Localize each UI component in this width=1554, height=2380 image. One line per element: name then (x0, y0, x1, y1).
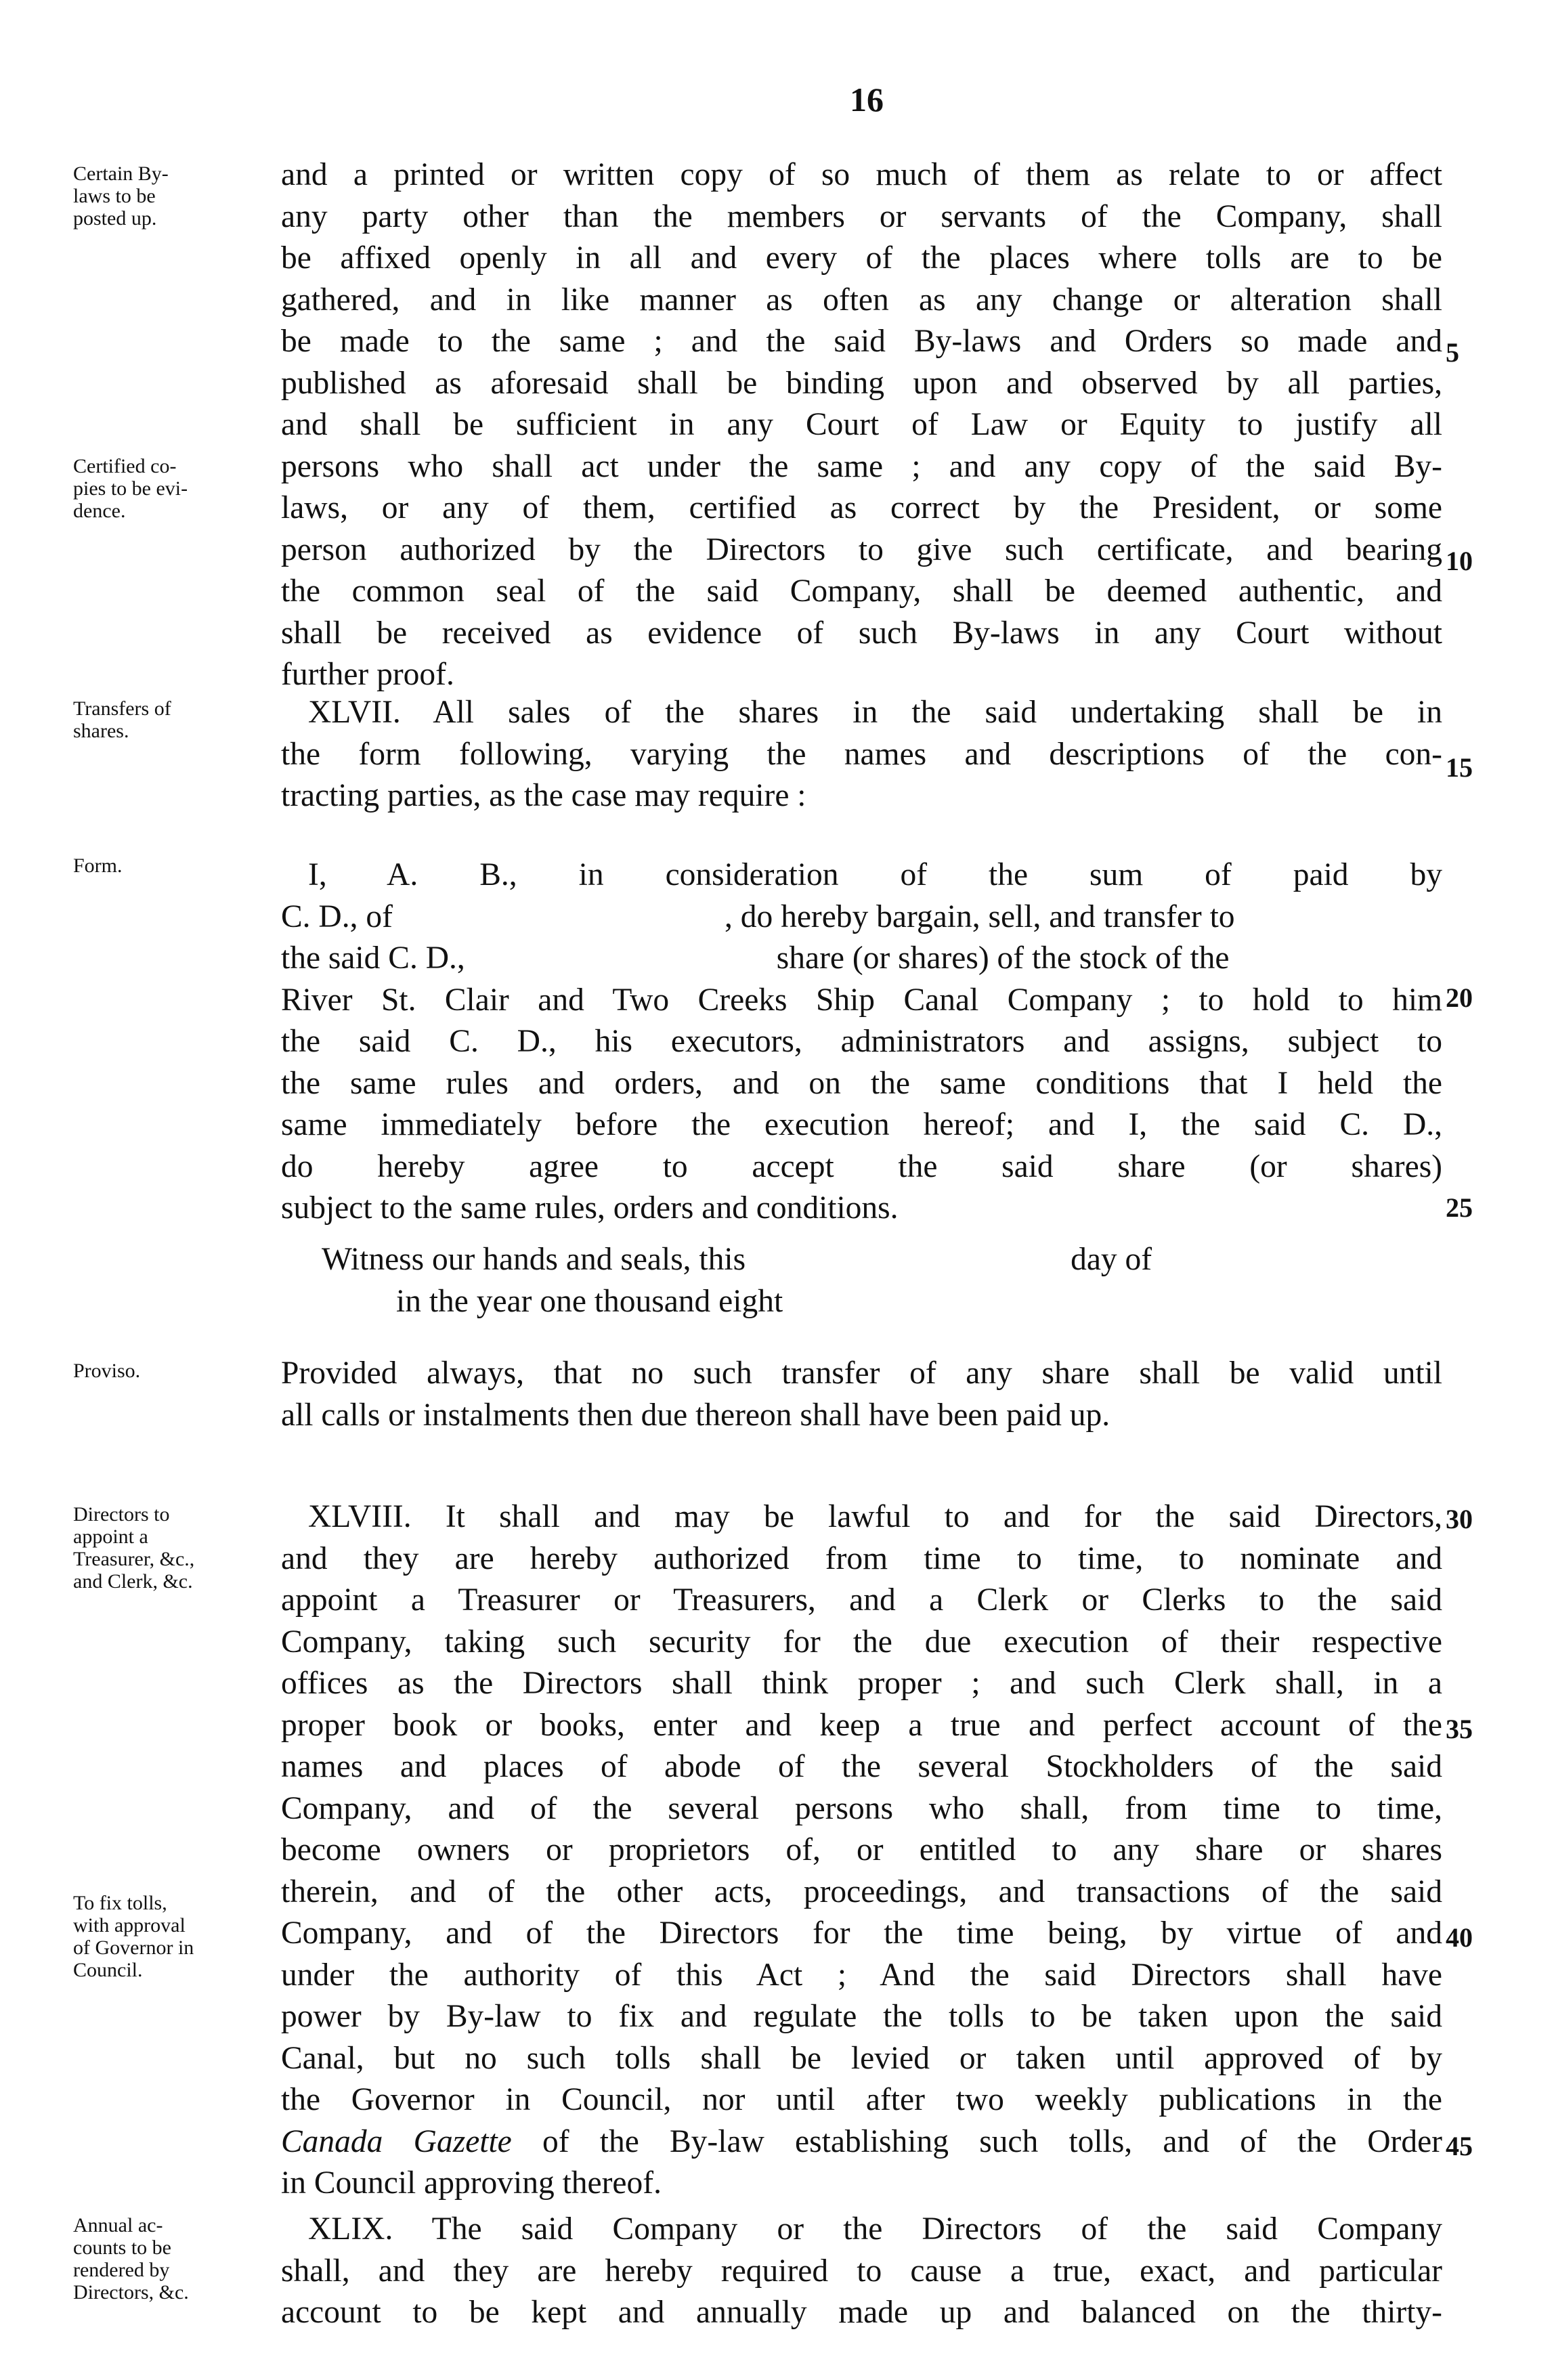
form-text: do hereby agree to accept the said (281, 1148, 1054, 1184)
text-line: any party other than the members or servants of the Company, shall (281, 198, 1442, 234)
text-line: River St. Clair and Two Creeks Ship Canal Company ; to hold to him (281, 982, 1442, 1018)
margin-note-form (73, 854, 276, 877)
paragraph-proviso (281, 1353, 1442, 1436)
margin-note-line: and Clerk, &c. (73, 1570, 193, 1593)
text-line: in Council approving thereof. (281, 2165, 662, 2201)
text-line: in the year one thousand eight (396, 1283, 783, 1319)
form-text: share (or shares) of the stock of the (776, 940, 1230, 976)
text-line: be made to the same ; and the said By-laws and Orders so made and (281, 324, 1442, 359)
margin-note-transfers (73, 697, 276, 742)
text-line: Company, and of the Directors for the time being, by virtue of and (281, 1916, 1442, 1951)
text-line: shall be received as evidence of such By-laws in any Court without (281, 615, 1442, 651)
text-line: proper book or books, enter and keep a true and perfect account of the (281, 1707, 1442, 1743)
text-line: the Governor in Council, nor until after two weekly publications in the (281, 2082, 1442, 2117)
text-line: XLVIII. It shall and may be lawful to and for the said Directors, (308, 1499, 1442, 1534)
margin-note-line: rendered by (73, 2259, 170, 2281)
text-line: and they are hereby authorized from time to time, to nominate and (281, 1540, 1442, 1576)
margin-note-line: with approval (73, 1914, 186, 1937)
margin-note-line: Council. (73, 1959, 143, 1981)
text-line: subject to the same rules, orders and conditions. (281, 1190, 899, 1226)
witness-block (281, 1239, 1442, 1322)
margin-note-line: Certified co- (73, 455, 177, 477)
text-segment: of the By-law establishing such tolls, and of the Order (511, 2123, 1442, 2159)
margin-note-line: posted up. (73, 207, 157, 230)
transfer-form (281, 854, 1442, 1230)
form-text: I, A. B., in consideration of the sum of (308, 857, 1232, 892)
text-line: gathered, and in like manner as often as any change or alteration shall (281, 282, 1442, 318)
text-line: further proof. (281, 657, 454, 692)
text-line: the said C. D., his executors, administrators and assigns, subject to (281, 1024, 1442, 1059)
margin-note-proviso (73, 1360, 276, 1382)
italic-title: Canada Gazette (281, 2123, 512, 2159)
line-number: 10 (1446, 546, 1473, 576)
text-line: account to be kept and annually made up and balanced on the thirty- (281, 2295, 1442, 2330)
margin-note-line: dence. (73, 500, 126, 522)
margin-note-line: laws to be (73, 185, 156, 207)
form-line (281, 1239, 1442, 1281)
text-line: Canal, but no such tolls shall be levied or taken until approved of by (281, 2040, 1442, 2076)
form-line (281, 1146, 1442, 1188)
margin-note-fix-tolls (73, 1892, 276, 1981)
line-number: 40 (1446, 1922, 1473, 1953)
text-line: power by By-law to fix and regulate the tolls to be taken upon the said (281, 1999, 1442, 2034)
margin-note-line: Directors, &c. (73, 2281, 189, 2303)
margin-note-line: Transfers of (73, 697, 171, 720)
margin-note-line: of Governor in (73, 1937, 194, 1959)
text-line: and shall be sufficient in any Court of Law or Equity to justify all (281, 407, 1442, 442)
margin-note-directors-appoint (73, 1503, 276, 1593)
text-line: person authorized by the Directors to give such certificate, and bearing (281, 532, 1442, 567)
text-line: Company, taking such security for the due execution of their respective (281, 1624, 1442, 1660)
text-line: XLIX. The said Company or the Directors of the said Company (308, 2211, 1442, 2247)
text-line: laws, or any of them, certified as correct by the President, or some (281, 490, 1442, 525)
margin-note-annual-accounts (73, 2214, 276, 2303)
form-line (281, 854, 1442, 896)
page-number: 16 (850, 81, 884, 118)
margin-note-line: appoint a (73, 1526, 148, 1548)
text-line: Company, and of the several persons who shall, from time to time, (281, 1790, 1442, 1826)
text-line: published as aforesaid shall be binding upon and observed by all parties, (281, 365, 1442, 401)
margin-note-line: shares. (73, 720, 129, 742)
form-text: the said C. D., (281, 940, 465, 976)
line-number: 30 (1446, 1504, 1473, 1534)
line-number: 45 (1446, 2131, 1473, 2161)
text-line: under the authority of this Act ; And the said Directors shall have (281, 1957, 1442, 1993)
margin-note-line: Proviso. (73, 1360, 141, 1382)
text-line: the form following, varying the names and descriptions of the con- (281, 736, 1442, 772)
text-line: Provided always, that no such transfer of any share shall be valid until (281, 1356, 1442, 1391)
margin-note-line: Certain By- (73, 163, 169, 185)
text-line: the common seal of the said Company, shall be deemed authentic, and (281, 574, 1442, 609)
text-line: persons who shall act under the same ; and any copy of the said By- (281, 448, 1442, 484)
form-line (281, 896, 1442, 938)
margin-note-line: To fix tolls, (73, 1892, 167, 1914)
text-line: the same rules and orders, and on the same conditions that I held the (281, 1065, 1442, 1101)
line-number: 5 (1446, 337, 1459, 368)
margin-note-line: Treasurer, &c., (73, 1548, 195, 1570)
text-line: become owners or proprietors of, or entitled to any share or shares (281, 1832, 1442, 1867)
form-text: , do hereby bargain, sell, and transfer to (724, 899, 1235, 934)
line-number: 25 (1446, 1192, 1473, 1223)
margin-note-line: Form. (73, 854, 123, 877)
form-text: paid by (1293, 857, 1442, 892)
paragraph-xlix (281, 2209, 1442, 2334)
witness-text: day of (1071, 1242, 1152, 1277)
text-line: tracting parties, as the case may require : (281, 778, 806, 813)
form-text: share (or shares) (1117, 1148, 1442, 1184)
margin-note-certified-copies (73, 455, 276, 522)
margin-note-line: pies to be evi- (73, 477, 188, 500)
line-number: 15 (1446, 752, 1473, 783)
margin-note-bylaws-posted (73, 163, 276, 230)
line-number: 20 (1446, 982, 1473, 1013)
margin-note-line: Annual ac- (73, 2214, 163, 2236)
text-line: all calls or instalments then due thereon shall have been paid up. (281, 1397, 1110, 1433)
witness-text: Witness our hands and seals, this (322, 1242, 746, 1277)
text-line: appoint a Treasurer or Treasurers, and a Clerk or Clerks to the said (281, 1582, 1442, 1618)
line-number: 35 (1446, 1714, 1473, 1744)
form-line (281, 938, 1442, 980)
text-line: same immediately before the execution hereof; and I, the said C. D., (281, 1107, 1442, 1142)
margin-note-line: counts to be (73, 2236, 171, 2259)
text-line: and a printed or written copy of so much of them as relate to or affect (281, 157, 1442, 192)
text-line: offices as the Directors shall think proper ; and such Clerk shall, in a (281, 1666, 1442, 1701)
text-line: shall, and they are hereby required to cause a true, exact, and particular (281, 2253, 1442, 2289)
form-text: C. D., of (281, 899, 393, 934)
text-line: therein, and of the other acts, proceedings, and transactions of the said (281, 1874, 1442, 1909)
paragraph-xlvii (281, 692, 1442, 817)
text-line (281, 2121, 1442, 2163)
margin-note-line: Directors to (73, 1503, 170, 1526)
paragraph-bylaws (281, 154, 1442, 696)
paragraph-xlviii (281, 1496, 1442, 2205)
text-line: be affixed openly in all and every of the places where tolls are to be (281, 240, 1442, 276)
text-line: names and places of abode of the several Stockholders of the said (281, 1749, 1442, 1784)
text-line: XLVII. All sales of the shares in the said undertaking shall be in (308, 695, 1442, 730)
